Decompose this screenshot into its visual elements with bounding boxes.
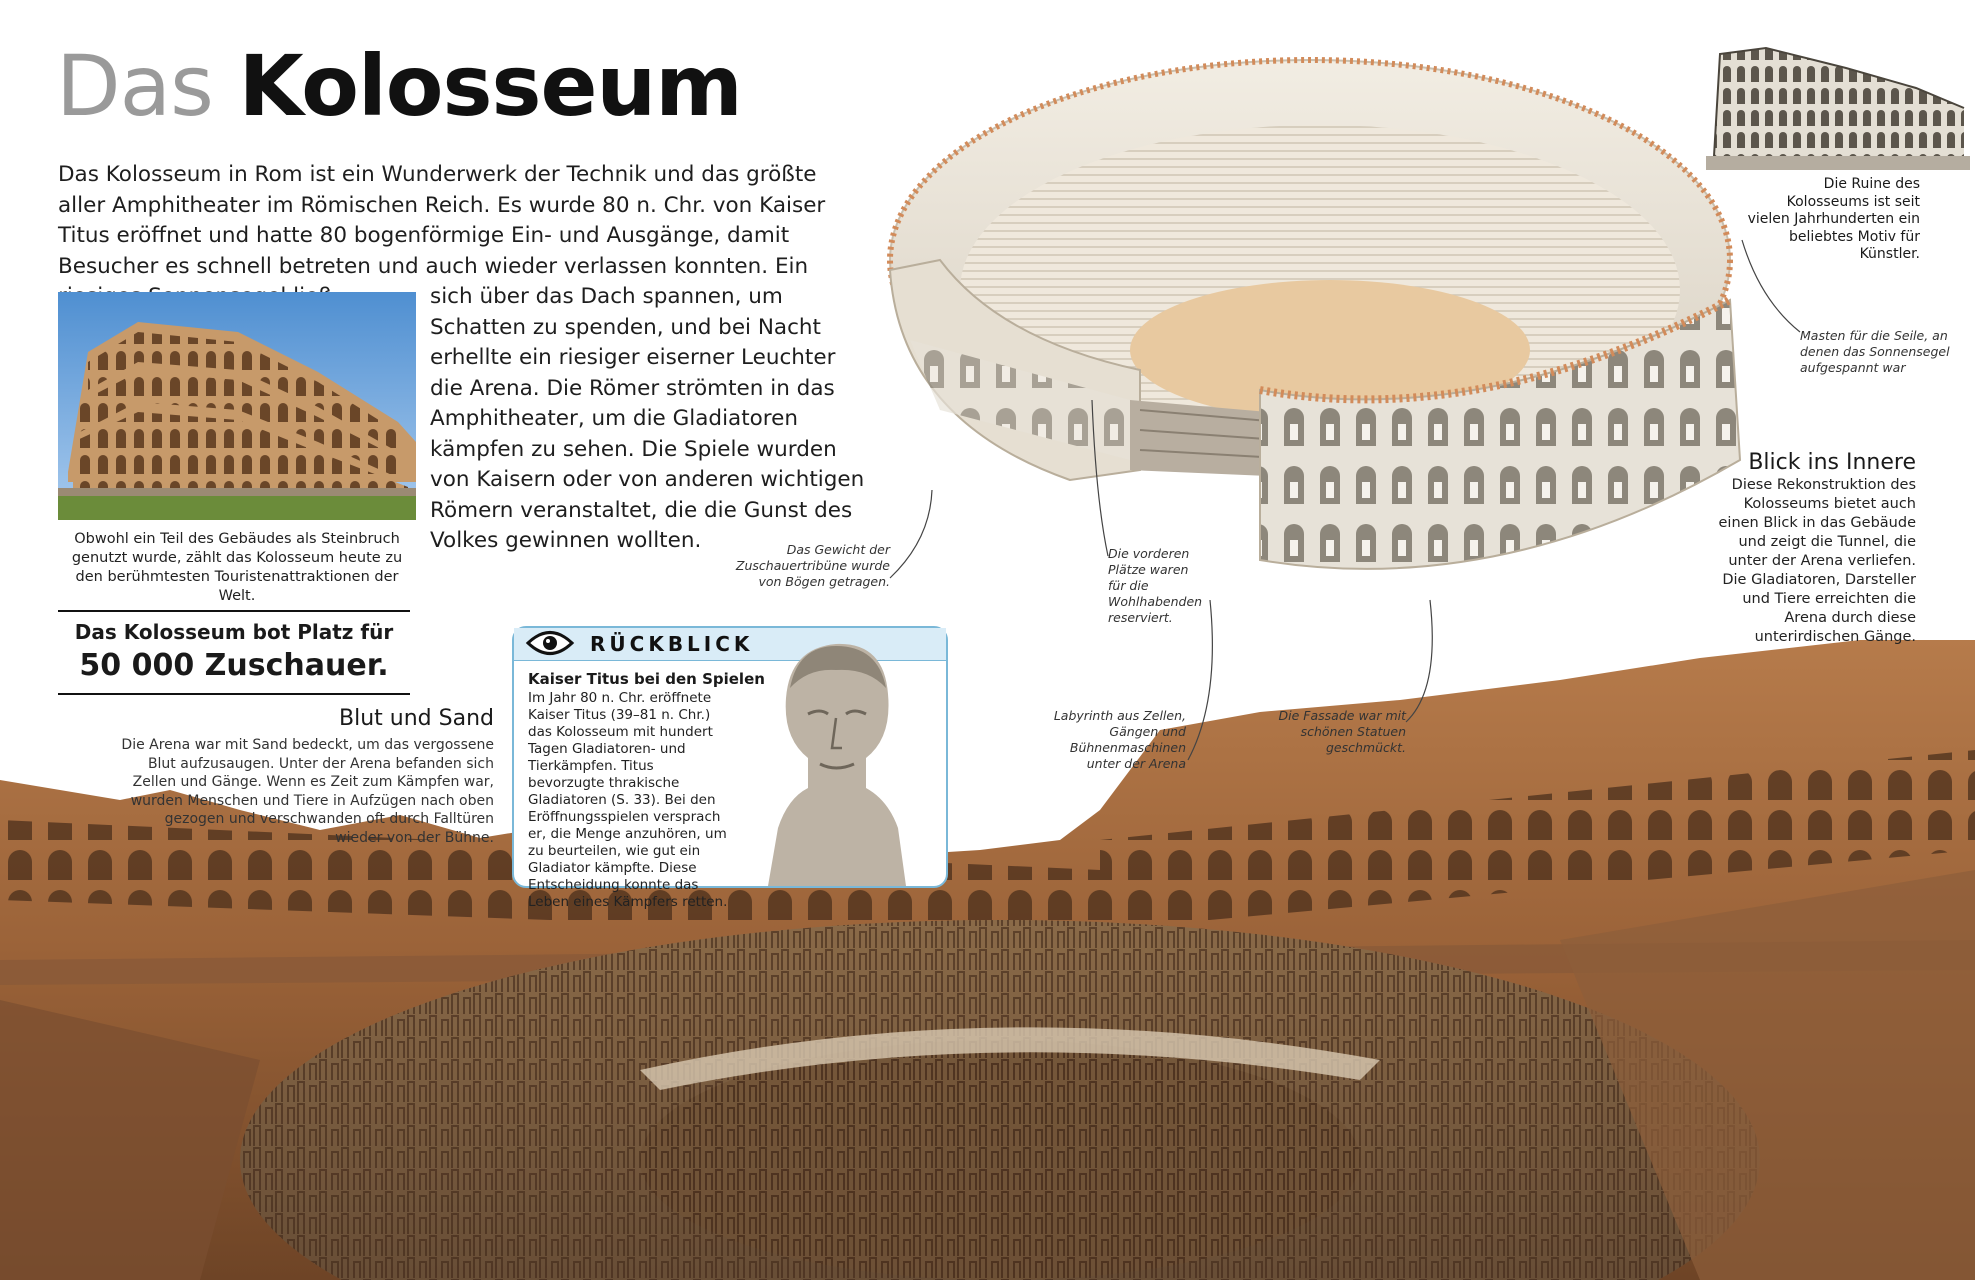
blick-ins-innere-text: Diese Rekonstruktion des Kolosseums bietet auch einen Blick in das Gebäude und zeigt die Tunnel, die unter der Arena verliefen. Die Gladiatoren, Darsteller und Tiere erreichten die Arena durch diese unterirdischen Gänge. <box>1718 477 1916 645</box>
page-title <box>56 37 742 135</box>
blut-und-sand-text: Die Arena war mit Sand bedeckt, um das vergossene Blut aufzusaugen. Unter der Arena befanden sich Zellen und Gänge. Wenn es Zeit zum Kämpfen war, wurden Menschen und Tiere in Aufzügen nach oben gezogen und verschwanden oft durch Falltüren wieder von der Bühne. <box>121 737 494 846</box>
capacity-line1: Das Kolosseum bot Platz für <box>74 620 394 644</box>
colosseum-reconstruction <box>880 40 1750 700</box>
rueckblick-text: Im Jahr 80 n. Chr. eröffnete Kaiser Titus (39–81 n. Chr.) das Kolosseum mit hundert Tagen Gladiatoren- und Tierkämpfen. Titus bevorzugte thrakische Gladiatoren (S. 33). Bei den Eröffnungsspielen versprach er, die Menge anzuhören, um zu beurteilen, wie gut ein Gladiator kämpfte. Diese Entscheidung konnte das Leben eines Kämpfers retten. <box>528 690 728 910</box>
engraving-caption: Die Ruine des Kolosseums ist seit vielen Jahrhunderten ein beliebtes Motiv für Künstler. <box>1747 176 1920 262</box>
note-labyrinth: Labyrinth aus Zellen, Gängen und Bühnenmaschinen unter der Arena <box>1053 708 1186 771</box>
rueckblick-subtitle: Kaiser Titus bei den Spielen <box>528 670 765 688</box>
note-vorderen-plaetze: Die vorderen Plätze waren für die Wohlhabenden reserviert. <box>1108 546 1203 625</box>
colosseum-engraving <box>1706 38 1970 170</box>
eye-icon <box>522 626 578 660</box>
intro-text-top: Das Kolosseum in Rom ist ein Wunderwerk der Technik und das größte aller Amphitheater im Römischen Reich. Es wurde 80 n. Chr. von Kaiser Titus eröffnet und hatte 80 bogenförmige Ein- und Ausgänge, damit Besucher es schnell betreten und auch wieder verlassen konnten. Ein <box>58 162 826 279</box>
capacity-line2: 50 000 Zuschauer. <box>79 648 389 683</box>
colosseum-exterior-photo <box>58 292 416 520</box>
page-title-light: Das <box>56 37 213 135</box>
intro-text-side: sich über das Dach spannen, um Schatten zu spenden, und bei Nacht erhellte ein riesiger eiserner Leuchter die Arena. Die Römer strömten in das Amphitheater, um die Gladiatoren kämpfen zu sehen. Die Spiele wurden von Kaisern oder von anderen wichtigen Römern veranstaltet, die die Gunst des Volkes gewinnen wollten. <box>430 284 865 553</box>
note-masten: Masten für die Seile, an denen das Sonnensegel aufgespannt war <box>1800 328 1950 375</box>
blut-und-sand-title: Blut und Sand <box>339 706 494 731</box>
note-gewicht: Das Gewicht der Zuschauertribüne wurde von Bögen getragen. <box>735 542 890 589</box>
photo-caption: Obwohl ein Teil des Gebäudes als Steinbruch genutzt wurde, zählt das Kolosseum heute zu den berühmtesten Touristenattraktionen der Welt. <box>71 531 403 604</box>
note-fassade: Die Fassade war mit schönen Statuen geschmückt. <box>1278 708 1406 755</box>
blick-ins-innere-title: Blick ins Innere <box>1748 450 1916 475</box>
rueckblick-label: RÜCKBLICK <box>590 632 754 656</box>
page-title-bold: Kolosseum <box>238 37 742 135</box>
capacity-box <box>58 610 410 695</box>
